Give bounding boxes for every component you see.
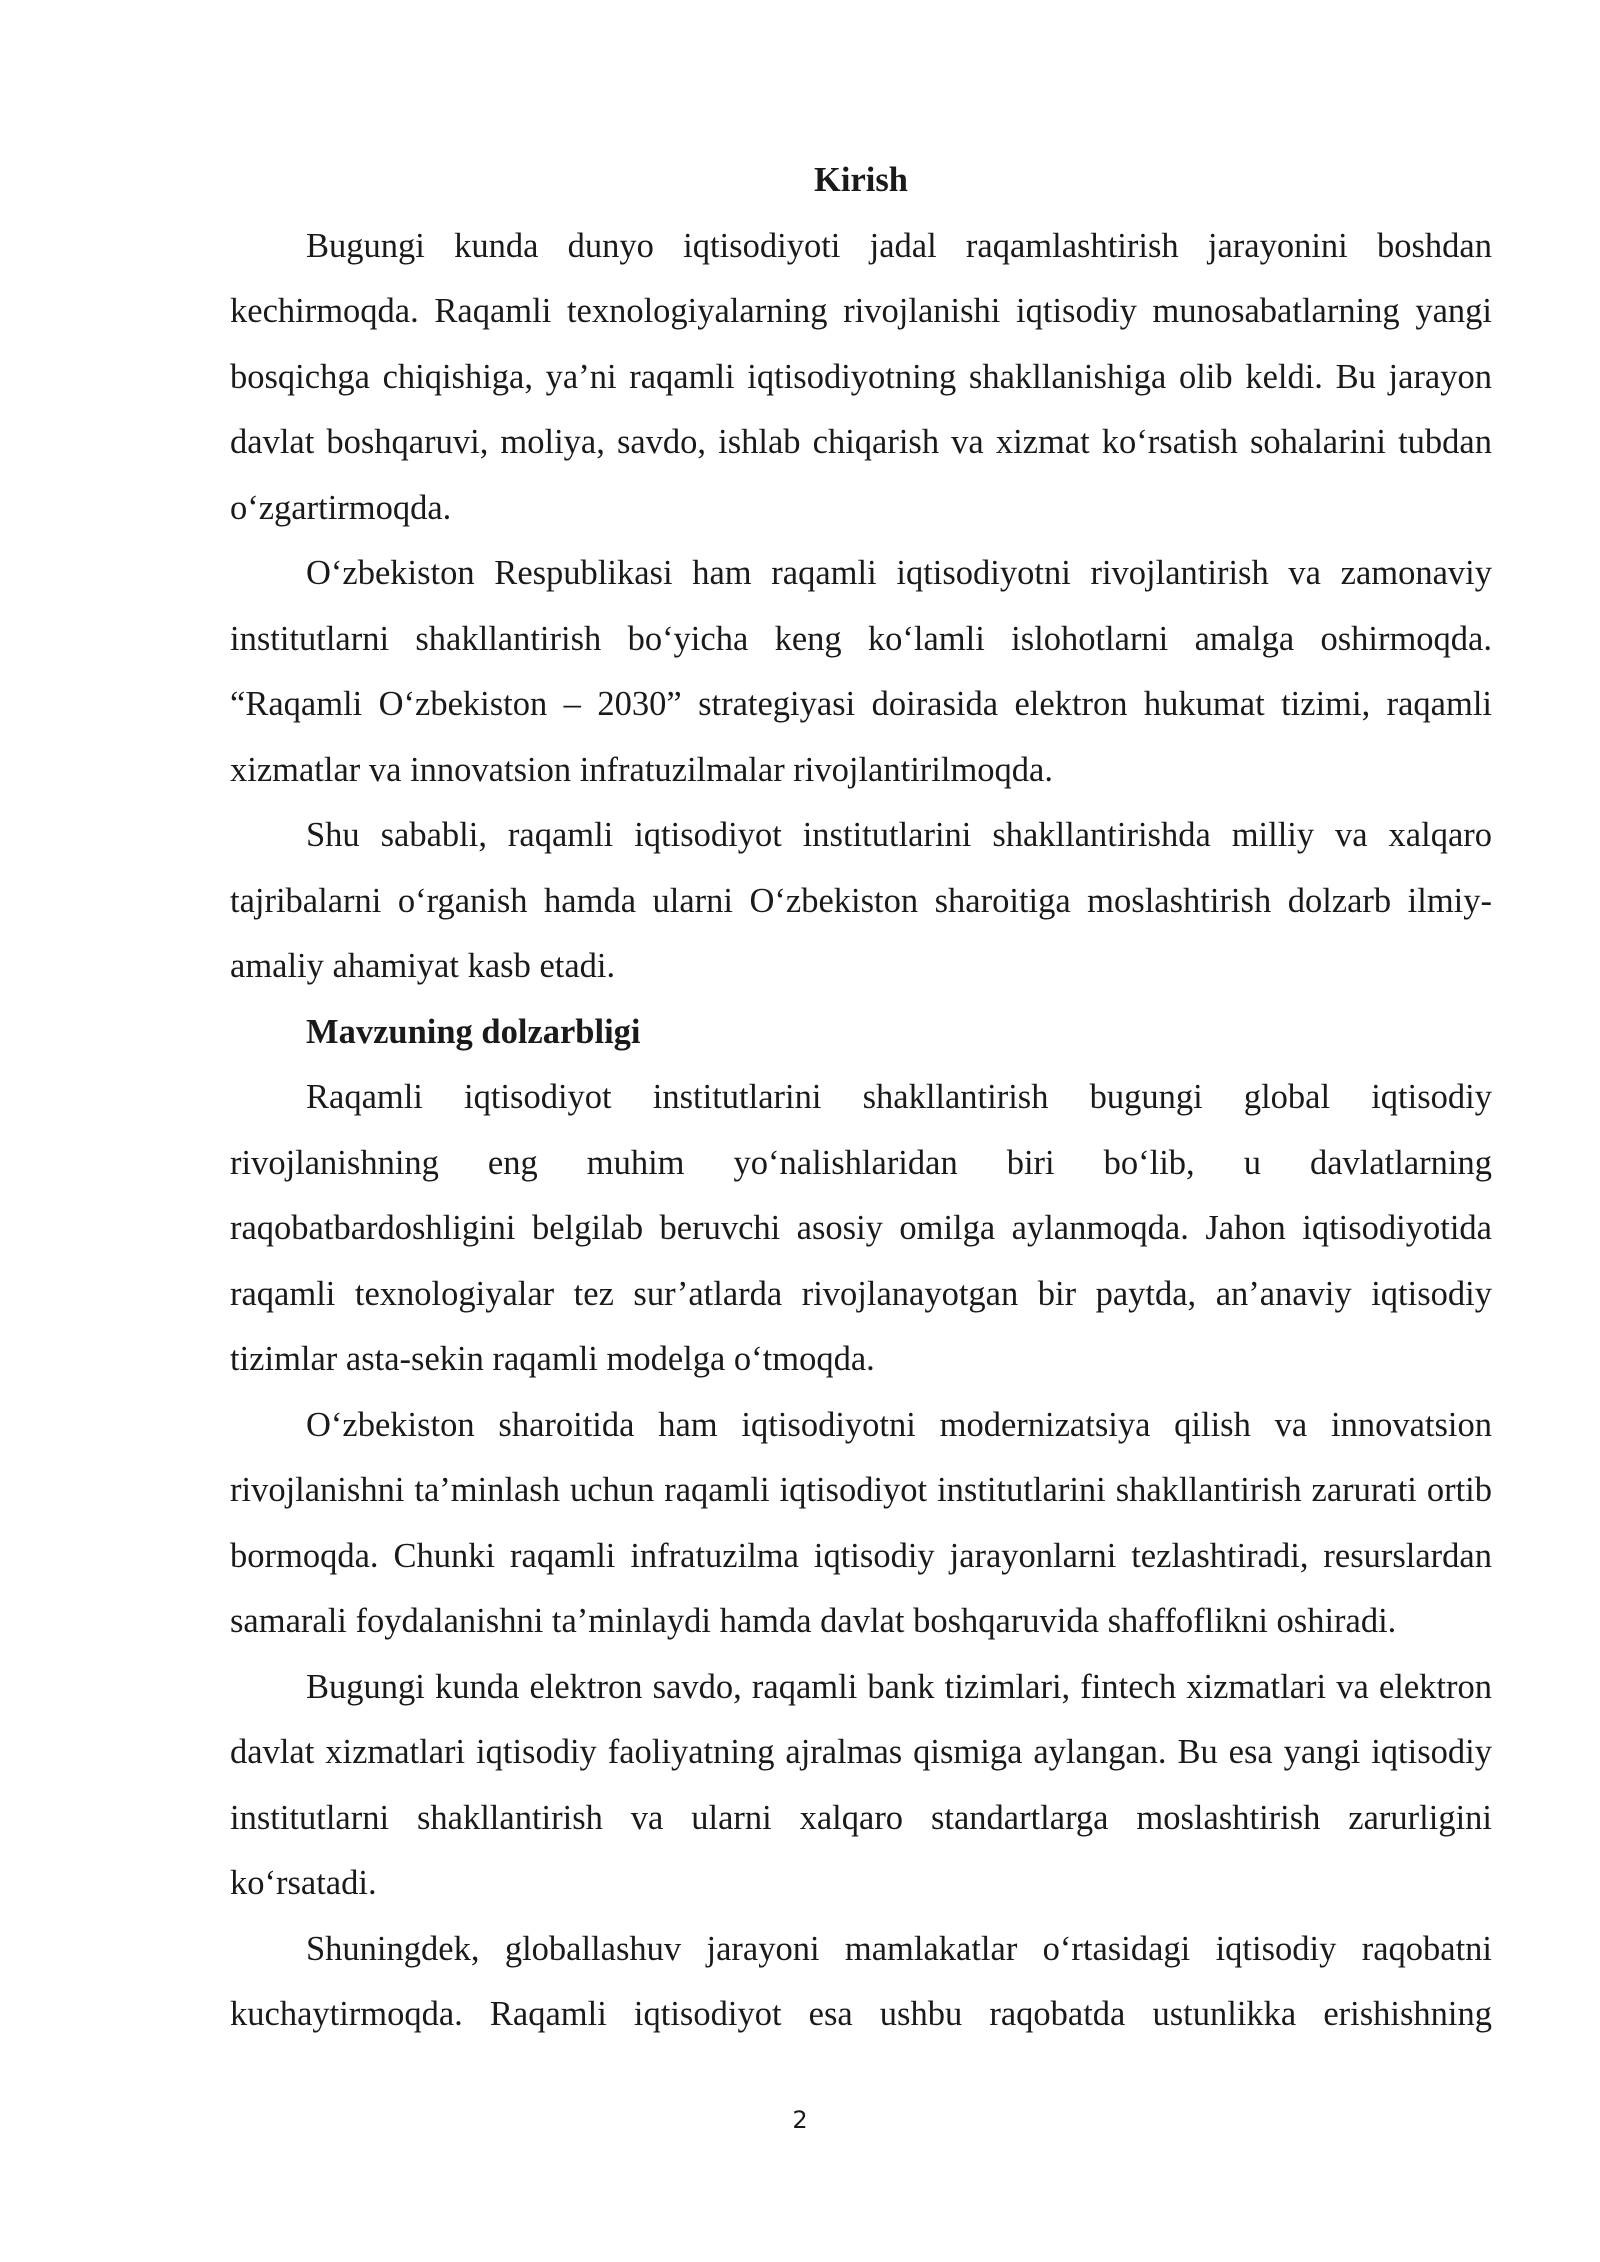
document-page <box>230 148 1492 2048</box>
paragraph-intro-2: O‘zbekiston Respublikasi ham raqamli iqtisodiyotni rivojlantirish va zamonaviy institutlarni shakllantirish bo‘yicha keng ko‘lamli islohotlarni amalga oshirmoqda. “Raqamli O‘zbekiston – 2030” strategiyasi doirasida elektron hukumat tizimi, raqamli xizmatlar va innovatsion infratuzilmalar rivojlantirilmoqda. <box>230 554 1492 789</box>
paragraph-relevance-3: Bugungi kunda elektron savdo, raqamli bank tizimlari, fintech xizmatlari va elektron davlat xizmatlari iqtisodiy faoliyatning ajralmas qismiga aylangan. Bu esa yangi iqtisodiy institutlarni shakllantirish va ularni xalqaro standartlarga moslashtirish zarurligini ko‘rsatadi. <box>230 1667 1492 1902</box>
page-number: 2 <box>792 2106 808 2134</box>
paragraph-intro-3: Shu sababli, raqamli iqtisodiyot institutlarini shakllantirishda milliy va xalqaro tajribalarni o‘rganish hamda ularni O‘zbekiston sharoitiga moslashtirish dolzarb ilmiy-amaliy ahamiyat kasb etadi. <box>230 816 1492 985</box>
paragraph-relevance-4: Shuningdek, globallashuv jarayoni mamlakatlar o‘rtasidagi iqtisodiy raqobatni kuchaytirmoqda. Raqamli iqtisodiyot esa ushbu raqobatda ustunlikka erishishning <box>230 1929 1492 2033</box>
paragraph-intro-1: Bugungi kunda dunyo iqtisodiyoti jadal raqamlashtirish jarayonini boshdan kechirmoqda. Raqamli texnologiyalarning rivojlanishi iqtisodiy munosabatlarning yangi bosqichga chiqishiga, ya’ni raqamli iqtisodiyotning shakllanishiga olib keldi. Bu jarayon davlat boshqaruvi, moliya, savdo, ishlab chiqarish va xizmat ko‘rsatish sohalarini tubdan o‘zgartirmoqda. <box>230 226 1492 527</box>
paragraph-relevance-2: O‘zbekiston sharoitida ham iqtisodiyotni modernizatsiya qilish va innovatsion rivojlanishni ta’minlash uchun raqamli iqtisodiyot institutlarini shakllantirish zarurati ortib bormoqda. Chunki raqamli infratuzilma iqtisodiy jarayonlarni tezlashtiradi, resurslardan samarali foydalanishni ta’minlaydi hamda davlat boshqaruvida shaffoflikni oshiradi. <box>230 1405 1492 1640</box>
subheading-relevance: Mavzuning dolzarbligi <box>306 1012 641 1051</box>
section-heading-kirish: Kirish <box>814 161 908 199</box>
paragraph-relevance-1: Raqamli iqtisodiyot institutlarini shakllantirish bugungi global iqtisodiy rivojlanishning eng muhim yo‘nalishlaridan biri bo‘lib, u davlatlarning raqobatbardoshligini belgilab beruvchi asosiy omilga aylanmoqda. Jahon iqtisodiyotida raqamli texnologiyalar tez sur’atlarda rivojlanayotgan bir paytda, an’anaviy iqtisodiy tizimlar asta-sekin raqamli modelga o‘tmoqda. <box>230 1078 1492 1378</box>
